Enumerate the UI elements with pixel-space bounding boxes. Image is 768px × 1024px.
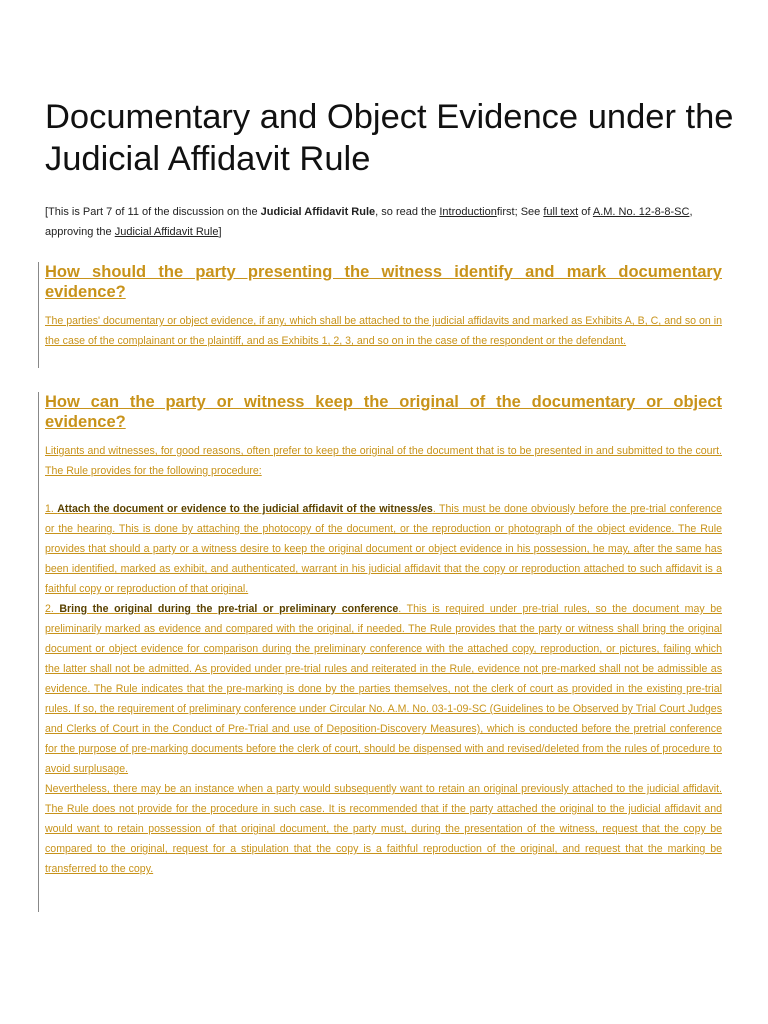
intro-text: of [578,206,593,218]
step-text: . This is required under pre-trial rules, so the document may be preliminarily marked as evidence and compared with the original, if needed. The Rule provides that the party or witness shall bring the original document or object evidence for comparison during the preliminary conference with the attached copy, reproduction, or pictures, failing which the latter shall not be admitted. As provided under pre-trial rules and reiterated in the Rule, evidence not pre-marked shall not be admissible as evidence. The Rule indicates that the pre-marking is done by the parties themselves, not the clerk of court as provided in the existing pre-trial rules. If so, the requirement of preliminary conference under Circular No. A.M. No. 03-1-09-SC (Guidelines to be Observed by Trial Court Judges and Clerks of Court in the Conduct of Pre-Trial and use of Deposition-Discovery Measures), which is conducted before the pretrial conference for the purpose of pre-marking documents before the clerk of court, should be dispensed with and revised/deleted from the rules of procedure to avoid surplusage. [45,603,722,775]
section-identify-marking [45,262,722,351]
section-keep-original [45,392,722,879]
judicial-affidavit-rule-link[interactable]: Judicial Affidavit Rule [114,226,219,238]
step-title: Bring the original during the pre-trial or preliminary conference [59,603,399,615]
section-paragraph: Litigants and witnesses, for good reasons, often prefer to keep the original of the document that is to be presented in and submitted to the court. The Rule provides for the following procedure: [45,445,722,477]
page-title: Documentary and Object Evidence under the Judicial Affidavit Rule [45,98,734,178]
intro-text: ] [218,226,222,238]
intro-note [45,202,722,242]
intro-text: , approving the [45,206,693,238]
section-paragraph: The parties' documentary or object evidence, if any, which shall be attached to the judicial affidavits and marked as Exhibits A, B, C, and so on in the case of the complainant or the plaintiff, and as Exhibits 1, 2, 3, and so on in the case of the respondent or the defendant. [45,315,722,347]
procedure-step-1 [45,499,722,599]
section-divider [38,392,39,912]
step-title: Attach the document or evidence to the judicial affidavit of the witness/es [57,503,433,515]
step-number: 2. [45,603,60,615]
intro-text: [This is Part 7 of 11 of the discussion on the [45,206,261,218]
intro-text: , so read the [375,206,440,218]
full-text-link[interactable]: full text [543,206,579,218]
am-no-link[interactable]: A.M. No. 12-8-8-SC [592,206,690,218]
procedure-step-2 [45,599,722,779]
section-paragraph: Nevertheless, there may be an instance when a party would subsequently want to retain an original previously attached to the judicial affidavit. The Rule does not provide for the procedure in such case. It is recommended that if the party attached the original to the judicial affidavit and would want to retain possession of that original document, the party must, during the presentation of the witness, request that the copy be compared to the original, request for a stipulation that the copy is a faithful reproduction of the original, and request that the marking be transferred to the copy. [45,783,722,875]
section-divider [38,262,39,368]
intro-text: first; See [496,206,544,218]
step-number: 1. [45,503,58,515]
section-heading: How can the party or witness keep the original of the documentary or object evidence? [45,393,722,431]
step-text: . This must be done obviously before the pre-trial conference or the hearing. This is done by attaching the photocopy of the document, or the reproduction or photograph of the object evidence. The Rule provides that should a party or a witness desire to keep the original document or object evidence in his possession, he may, after the same has been identified, marked as exhibit, and authenticated, warrant in his judicial affidavit that the copy or reproduction attached to such affidavit is a faithful copy or reproduction of that original. [45,503,722,595]
introduction-link[interactable]: Introduction [439,206,497,218]
section-heading: How should the party presenting the witness identify and mark documentary evidence? [45,263,722,301]
intro-rule-bold: Judicial Affidavit Rule [260,206,376,218]
